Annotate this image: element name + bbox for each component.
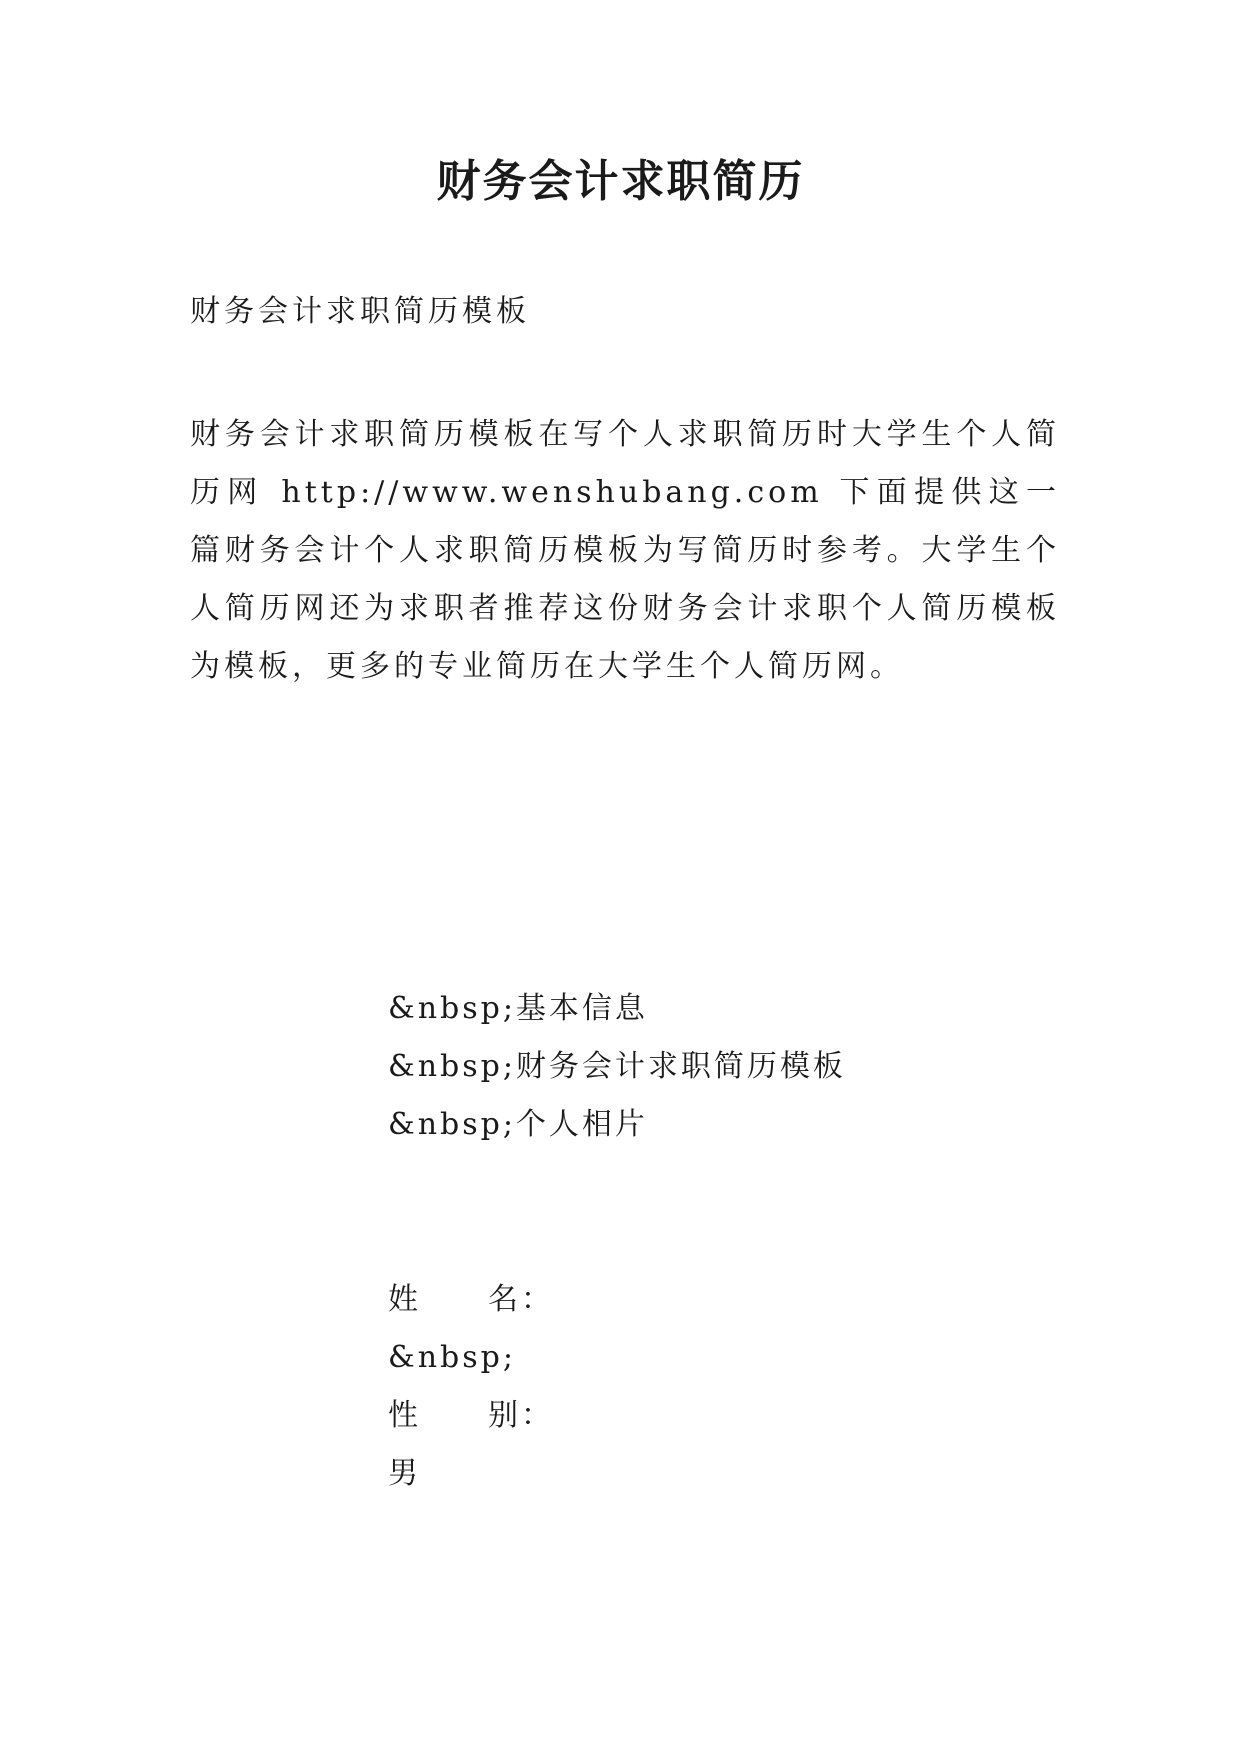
gender-label-char2: 别： <box>488 1398 554 1433</box>
section-line-photo: &nbsp;个人相片 <box>388 1107 648 1142</box>
gender-label-char1: 性 <box>388 1398 421 1433</box>
name-label-char2: 名： <box>488 1282 554 1317</box>
section-line-template: &nbsp;财务会计求职简历模板 <box>388 1049 846 1084</box>
gender-label <box>388 1387 554 1445</box>
name-label <box>388 1271 554 1329</box>
name-label-char1: 姓 <box>388 1282 421 1317</box>
document-subtitle: 财务会计求职简历模板 <box>190 294 530 329</box>
document-title: 财务会计求职简历 <box>436 156 805 207</box>
name-value: &nbsp; <box>388 1340 516 1375</box>
gender-value: 男 <box>388 1456 421 1491</box>
intro-paragraph: 财务会计求职简历模板在写个人求职简历时大学生个人简历网 http://www.wenshubang.com 下面提供这一篇财务会计个人求职简历模板为写简历时参考。大学生个人简历网还为求职者推荐这份财务会计求职个人简历模板为模板，更多的专业简历在大学生个人简历网。 <box>190 417 1060 684</box>
section-line-basic-info: &nbsp;基本信息 <box>388 991 648 1026</box>
